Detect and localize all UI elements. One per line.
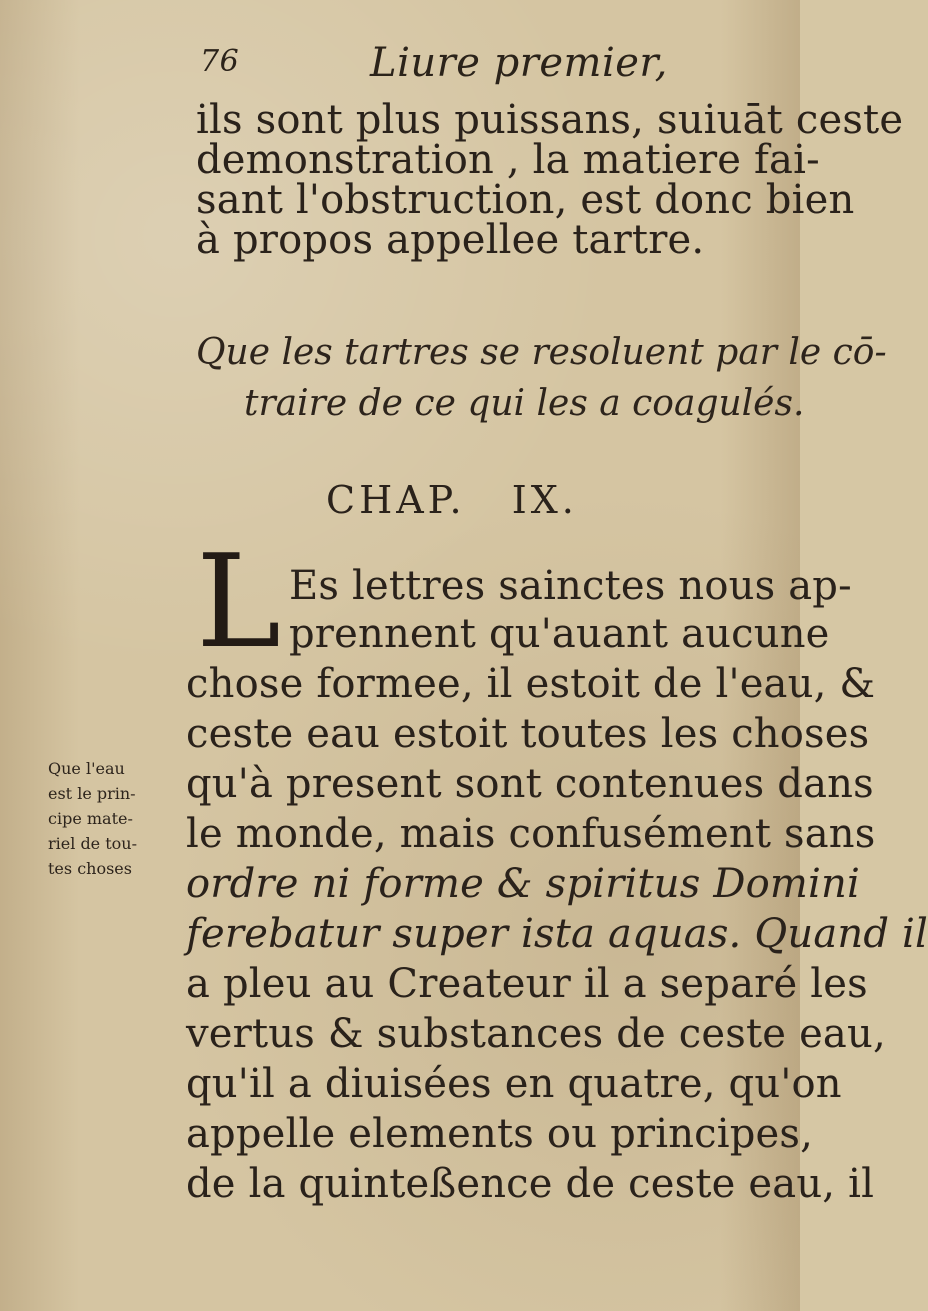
page-header xyxy=(200,40,760,90)
text-line: Es lettres sainctes nous ap- xyxy=(289,563,852,609)
text-line: à propos appellee tartre. xyxy=(196,217,705,263)
margin-note-line: riel de tou- xyxy=(48,834,138,853)
chapter-heading xyxy=(326,478,578,522)
text-line: ordre ni forme & spiritus Domini xyxy=(186,861,860,907)
margin-note-line: Que l'eau xyxy=(48,759,125,778)
margin-note-line: est le prin- xyxy=(48,784,136,803)
margin-note-line: tes choses xyxy=(48,859,132,878)
drop-cap: L xyxy=(196,528,281,677)
margin-note xyxy=(48,756,158,881)
text-line: sant l'obstruction, est donc bien xyxy=(196,177,855,223)
section-subtitle-line: Que les tartres se resoluent par le cō- xyxy=(196,332,887,373)
text-line: vertus & substances de ceste eau, xyxy=(186,1011,886,1057)
text-line: a pleu au Createur il a separé les xyxy=(186,961,868,1007)
text-line: ils sont plus puissans, suiuāt ceste xyxy=(196,97,904,143)
text-line: qu'il a diuisées en quatre, qu'on xyxy=(186,1061,842,1107)
running-head: Liure premier, xyxy=(370,40,668,86)
page-number: 76 xyxy=(200,44,240,79)
chapter-label: CHAP. xyxy=(326,478,466,522)
text-line: de la quinteßence de ceste eau, il xyxy=(186,1161,875,1207)
text-line: prennent qu'auant aucune xyxy=(289,611,830,657)
text-line: le monde, mais confusément sans xyxy=(186,811,876,857)
chapter-number: IX. xyxy=(511,478,578,522)
margin-note-line: cipe mate- xyxy=(48,809,133,828)
text-line: appelle elements ou principes, xyxy=(186,1111,814,1157)
text-line: ceste eau estoit toutes les choses xyxy=(186,711,870,757)
text-line: demonstration , la matiere fai- xyxy=(196,137,820,183)
text-line: qu'à present sont contenues dans xyxy=(186,761,874,807)
text-line: ferebatur super ista aquas. Quand il xyxy=(186,911,928,957)
text-line: chose formee, il estoit de l'eau, & xyxy=(186,661,876,707)
section-subtitle-line: traire de ce qui les a coagulés. xyxy=(244,383,805,424)
